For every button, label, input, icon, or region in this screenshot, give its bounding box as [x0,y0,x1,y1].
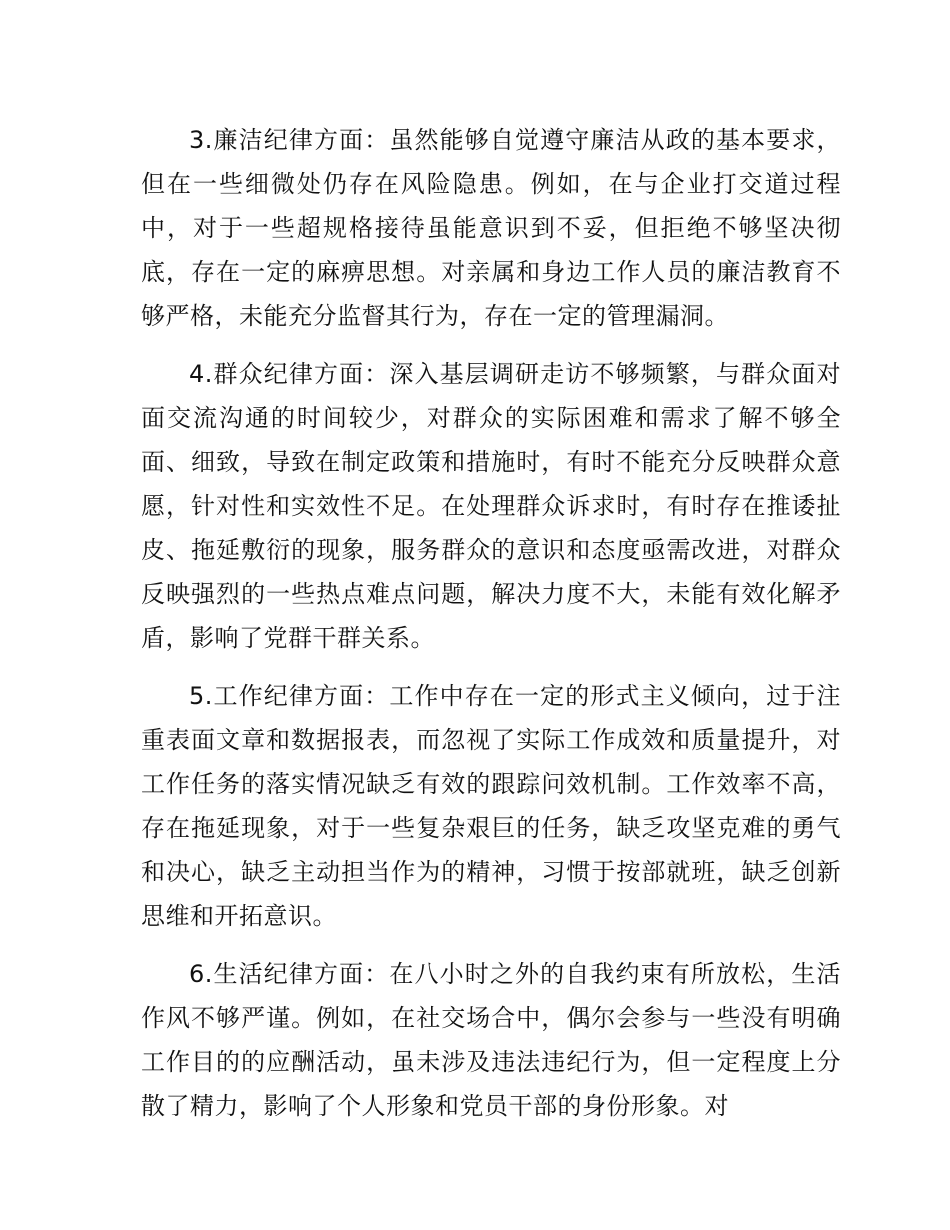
paragraph-mass-discipline: 4.群众纪律方面：深入基层调研走访不够频繁，与群众面对面交流沟通的时间较少，对群众的实际困难和需求了解不够全面、细致，导致在制定政策和措施时，有时不能充分反映群众意愿，针对性和实效性不足。在处理群众诉求时，有时存在推诿扯皮、拖延敷衍的现象，服务群众的意识和态度亟需改进，对群众反映强烈的一些热点难点问题，解决力度不大，未能有效化解矛盾，影响了党群干群关系。 [141,360,841,652]
paragraph-life-discipline: 6.生活纪律方面：在八小时之外的自我约束有所放松，生活作风不够严谨。例如，在社交场合中，偶尔会参与一些没有明确工作目的的应酬活动，虽未涉及违法违纪行为，但一定程度上分散了精力，影响了个人形象和党员干部的身份形象。对 [141,960,841,1120]
document-body [141,118,841,1142]
paragraph-integrity-discipline: 3.廉洁纪律方面：虽然能够自觉遵守廉洁从政的基本要求，但在一些细微处仍存在风险隐患。例如，在与企业打交道过程中，对于一些超规格接待虽能意识到不妥，但拒绝不够坚决彻底，存在一定的麻痹思想。对亲属和身边工作人员的廉洁教育不够严格，未能充分监督其行为，存在一定的管理漏洞。 [141,126,841,330]
paragraph-work-discipline: 5.工作纪律方面：工作中存在一定的形式主义倾向，过于注重表面文章和数据报表，而忽视了实际工作成效和质量提升，对工作任务的落实情况缺乏有效的跟踪问效机制。工作效率不高，存在拖延现象，对于一些复杂艰巨的任务，缺乏攻坚克难的勇气和决心，缺乏主动担当作为的精神，习惯于按部就班，缺乏创新思维和开拓意识。 [141,682,841,930]
